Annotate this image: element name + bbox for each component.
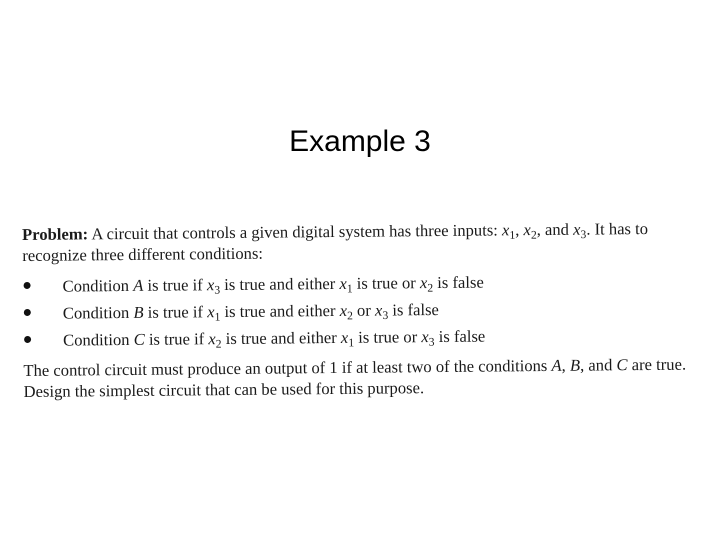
problem-statement	[22, 217, 702, 266]
bullet-icon	[24, 309, 31, 316]
condition-text: or	[352, 300, 376, 320]
slide-title: Example 3	[289, 125, 431, 158]
problem-text: A circuit that controls a given digital system has three inputs:	[88, 220, 503, 244]
input-subscript: 2	[530, 228, 537, 242]
input-variable: x	[421, 327, 429, 347]
conditions-list	[22, 266, 703, 354]
outcome-statement	[23, 353, 703, 402]
condition-letter: C	[616, 355, 628, 375]
input-variable: x	[374, 300, 383, 320]
input-subscript: 3	[214, 283, 221, 297]
scanned-problem-excerpt	[22, 217, 704, 402]
condition-text: is true and either	[219, 273, 340, 295]
bullet-icon	[24, 282, 31, 289]
condition-text: is true if	[144, 329, 209, 349]
input-variable: x	[523, 220, 531, 240]
condition-letter: C	[133, 329, 145, 349]
input-subscript: 1	[348, 336, 355, 350]
condition-letter: B	[569, 355, 581, 375]
input-variable: x	[208, 329, 216, 349]
input-subscript: 2	[347, 309, 353, 323]
outcome-text: The control circuit must produce an output of 1 if at least two of the conditions	[23, 355, 552, 380]
bullet-icon	[24, 336, 31, 343]
condition-text: is true or	[353, 327, 422, 347]
input-subscript: 3	[382, 308, 389, 323]
separator: , and	[536, 219, 574, 240]
input-subscript: 1	[214, 310, 221, 324]
input-variable: x	[340, 327, 349, 347]
condition-letter: A	[551, 355, 562, 375]
input-variable: x	[419, 273, 428, 293]
condition-text: is true and either	[220, 300, 340, 322]
condition-item-c	[23, 320, 703, 354]
input-variable: x	[207, 302, 215, 322]
input-variable: x	[572, 219, 581, 239]
input-variable: x	[339, 300, 348, 320]
condition-text: Condition	[63, 329, 134, 350]
problem-label: Problem:	[22, 224, 89, 244]
condition-letter: B	[133, 302, 144, 322]
input-subscript: 2	[215, 337, 222, 351]
condition-text: is true if	[143, 302, 208, 322]
condition-text: Condition	[62, 275, 134, 296]
condition-text: is false	[434, 326, 486, 347]
input-subscript: 3	[428, 335, 435, 349]
problem-text: . It has to recognize three different conditions:	[22, 218, 649, 265]
condition-letter: A	[133, 275, 144, 295]
input-subscript: 3	[580, 228, 587, 242]
input-variable: x	[501, 220, 510, 240]
separator: , and	[579, 355, 617, 375]
input-subscript: 1	[509, 228, 516, 242]
condition-text: Condition	[62, 302, 134, 323]
condition-text: is true or	[352, 273, 420, 293]
input-variable: x	[206, 275, 215, 295]
condition-text: is false	[388, 300, 439, 320]
outcome-text: are true. Design the simplest circuit that can be used for this purpose.	[23, 354, 687, 401]
separator: ,	[561, 355, 571, 375]
condition-text: is false	[432, 272, 484, 293]
condition-text: is true and either	[221, 327, 341, 349]
input-subscript: 1	[346, 282, 353, 296]
input-subscript: 2	[427, 281, 434, 295]
condition-text: is true if	[143, 275, 207, 295]
input-variable: x	[339, 273, 347, 293]
separator: ,	[515, 220, 524, 240]
